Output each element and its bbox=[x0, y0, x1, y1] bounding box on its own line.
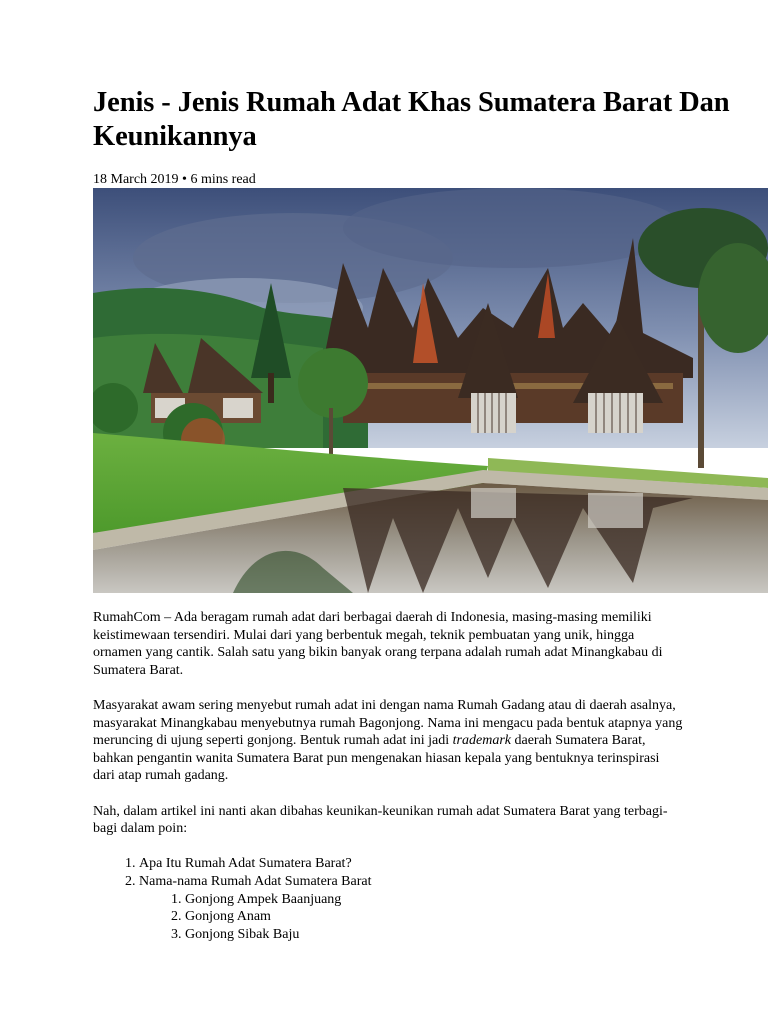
paragraph-intro: RumahCom – Ada beragam rumah adat dari berbagai daerah di Indonesia, masing-masing memiliki keistimewaan tersendiri. Mulai dari yang berbentuk megah, teknik pembuatan yang unik, hingga ornamen yang cantik. Salah satu yang bikin banyak orang terpana adalah rumah adat Minangkabau di Sumatera Barat. bbox=[93, 610, 663, 678]
list-item-label: Apa Itu Rumah Adat Sumatera Barat? bbox=[139, 856, 352, 872]
list-item bbox=[139, 855, 683, 873]
article-body bbox=[93, 609, 683, 943]
list-item-label: Nama-nama Rumah Adat Sumatera Barat bbox=[139, 873, 372, 889]
paragraph-text: daerah Sumatera Barat, bahkan pengantin wanita Sumatera Barat pun mengenakan hiasan kepala yang bentuknya terinspirasi dari atap rumah gadang. bbox=[93, 733, 660, 784]
outline-list bbox=[93, 855, 683, 943]
article-meta: 18 March 2019 • 6 mins read bbox=[93, 172, 256, 187]
paragraph-rumah-gadang bbox=[93, 697, 683, 785]
paragraph-outline: Nah, dalam artikel ini nanti akan dibahas keunikan-keunikan rumah adat Sumatera Barat yang terbagi-bagi dalam poin: bbox=[93, 803, 668, 837]
list-item bbox=[139, 873, 683, 943]
sub-list-item: 2. Gonjong Anam bbox=[185, 908, 683, 926]
paragraph-text: Masyarakat awam sering menyebut rumah adat ini dengan nama Rumah Gadang atau di daerah asalnya, masyarakat Minangkabau menyebutnya rumah Bagonjong. Nama ini mengacu pada bentuk atapnya yang meruncing di ujung seperti gonjong. Bentuk rumah adat ini jadi bbox=[93, 697, 683, 749]
sub-list-item: 3. Gonjong Sibak Baju bbox=[185, 926, 683, 944]
sub-list-item: 1. Gonjong Ampek Baanjuang bbox=[185, 891, 683, 909]
emphasis-trademark: trademark bbox=[452, 733, 511, 749]
hero-photo bbox=[93, 188, 768, 593]
article-title: Jenis - Jenis Rumah Adat Khas Sumatera Barat Dan Keunikannya bbox=[93, 87, 730, 152]
sub-list bbox=[139, 891, 683, 944]
